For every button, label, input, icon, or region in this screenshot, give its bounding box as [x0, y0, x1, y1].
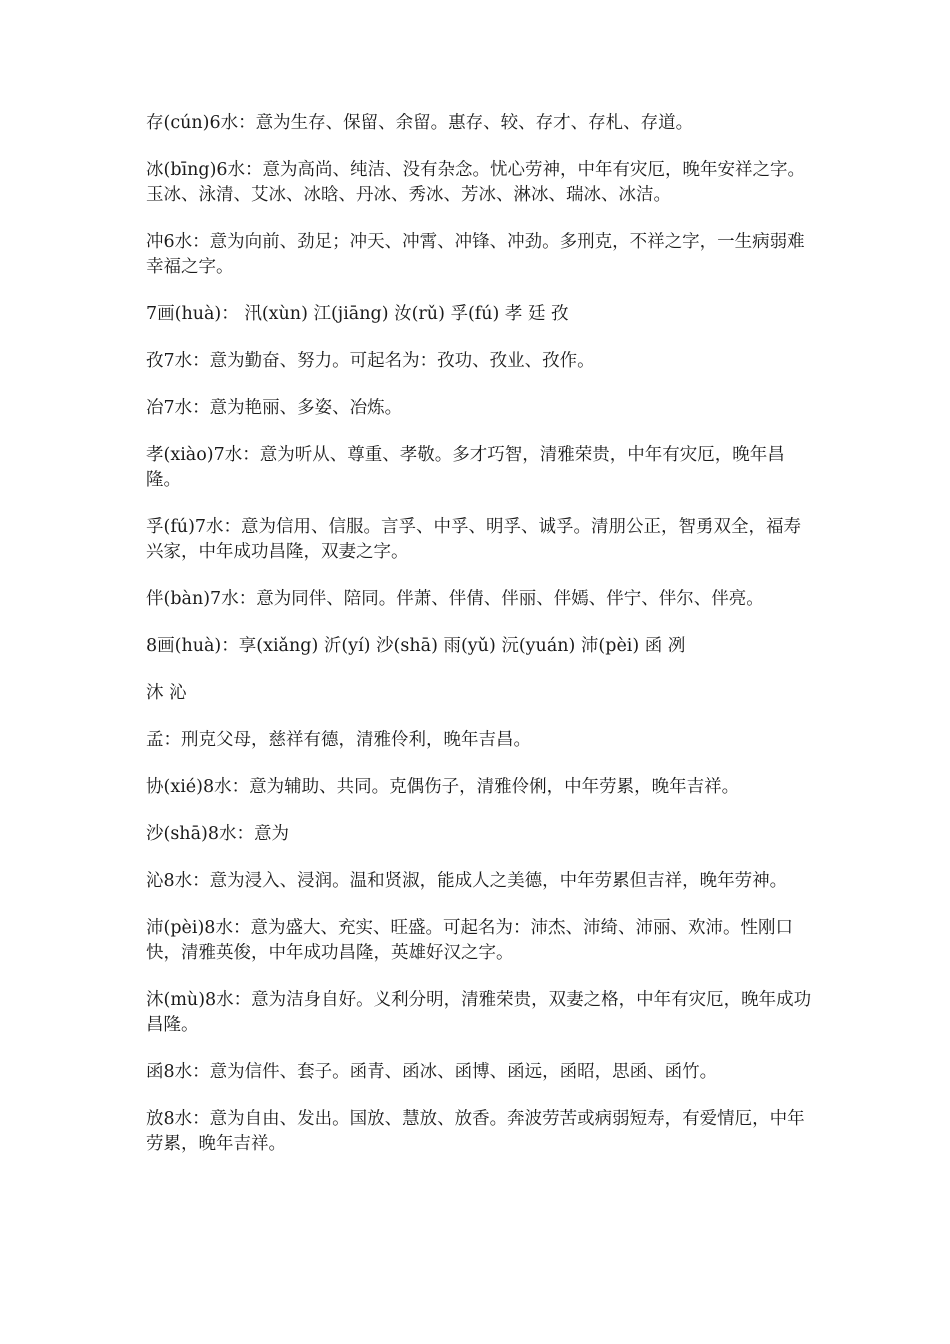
entry-fang: 放8水：意为自由、发出。国放、慧放、放香。奔波劳苦或病弱短寿，有爱情厄，中年劳累，晚年吉祥。	[146, 1109, 805, 1154]
stroke-8-heading: 8画(huà)：享(xiǎng) 沂(yí) 沙(shā) 雨(yǔ) 沅(yuán) 沛(pèi) 函 冽	[146, 636, 686, 656]
entry-mu: 沐(mù)8水：意为洁身自好。义利分明，清雅荣贵，双妻之格，中年有灾厄，晚年成功昌隆。	[146, 990, 812, 1035]
entry-pei: 沛(pèi)8水：意为盛大、充实、旺盛。可起名为：沛杰、沛绮、沛丽、欢沛。性刚口快，清雅英俊，中年成功昌隆，英雄好汉之字。	[146, 918, 793, 963]
entry-fu: 孚(fú)7水：意为信用、信服。言孚、中孚、明孚、诚孚。清朋公正，智勇双全，福寿兴家，中年成功昌隆，双妻之字。	[146, 517, 802, 562]
entry-sha: 沙(shā)8水：意为	[146, 824, 289, 844]
stroke-8-heading-continued: 沐 沁	[146, 683, 187, 703]
entry-ban: 伴(bàn)7水：意为同伴、陪同。伴萧、伴倩、伴丽、伴嫣、伴宁、伴尔、伴亮。	[146, 589, 764, 609]
entry-xiao: 孝(xiào)7水：意为听从、尊重、孝敬。多才巧智，清雅荣贵，中年有灾厄，晚年昌隆。	[146, 445, 785, 490]
entry-ye: 冶7水：意为艳丽、多姿、冶炼。	[146, 398, 403, 418]
entry-cun: 存(cún)6水：意为生存、保留、余留。惠存、较、存才、存札、存道。	[146, 113, 694, 133]
entry-meng: 孟：刑克父母，慈祥有德，清雅伶利，晚年吉昌。	[146, 730, 531, 750]
entry-bing: 冰(bīng)6水：意为高尚、纯洁、没有杂念。忧心劳神，中年有灾厄，晚年安祥之字。玉冰、泳清、艾冰、冰晗、丹冰、秀冰、芳冰、淋冰、瑞冰、冰洁。	[146, 160, 806, 205]
stroke-7-heading: 7画(huà)： 汛(xùn) 江(jiāng) 汝(rǔ) 孚(fú) 孝 廷 孜	[146, 304, 569, 324]
entry-han: 函8水：意为信件、套子。函青、函冰、函博、函远，函昭，思函、函竹。	[146, 1062, 718, 1082]
entry-qin: 沁8水：意为浸入、浸润。温和贤淑，能成人之美德，中年劳累但吉祥，晚年劳神。	[146, 871, 788, 891]
entry-xie: 协(xié)8水：意为辅助、共同。克偶伤子，清雅伶俐，中年劳累，晚年吉祥。	[146, 777, 740, 797]
document-body	[146, 111, 816, 1179]
entry-chong: 冲6水：意为向前、劲足；冲天、冲霄、冲锋、冲劲。多刑克，不祥之字，一生病弱难幸福之字。	[146, 232, 805, 277]
entry-zi: 孜7水：意为勤奋、努力。可起名为：孜功、孜业、孜作。	[146, 351, 595, 371]
